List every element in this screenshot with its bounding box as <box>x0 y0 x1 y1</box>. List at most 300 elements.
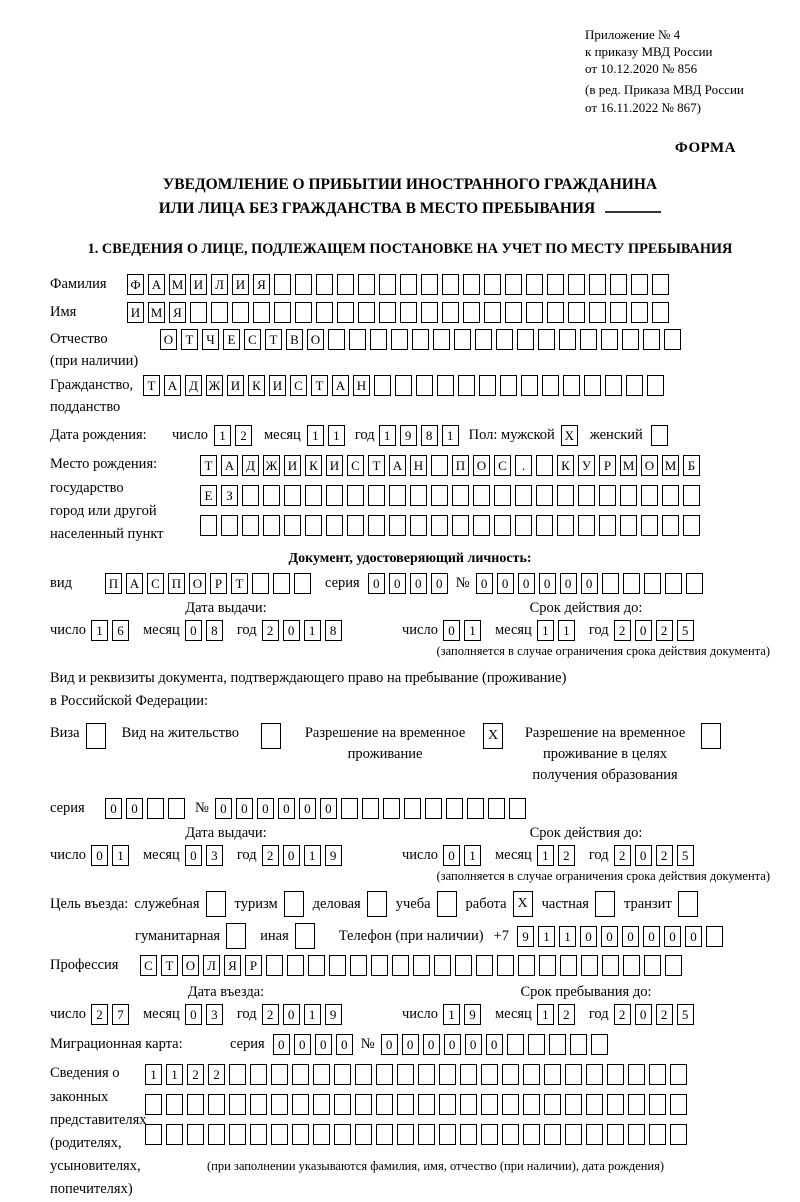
char-box <box>544 1124 561 1145</box>
residence-valid-label: Срок действия до: <box>529 825 643 842</box>
char-box: С <box>244 329 261 350</box>
char-box: 0 <box>465 1034 482 1055</box>
phone-label: Телефон (при наличии) <box>338 927 484 944</box>
char-box: 0 <box>431 573 448 594</box>
char-box: И <box>326 455 343 476</box>
residence-doc-serial-row <box>50 798 770 819</box>
char-box: К <box>557 455 574 476</box>
birth-date-label: Дата рождения: <box>50 427 147 444</box>
patronymic-label-line2: (при наличии) <box>50 353 139 370</box>
char-box: 0 <box>581 573 598 594</box>
char-box <box>505 302 522 323</box>
char-box <box>628 1124 645 1145</box>
char-box <box>497 955 514 976</box>
surname-label: Фамилия <box>50 275 107 292</box>
char-box <box>586 1064 603 1085</box>
char-box: П <box>168 573 185 594</box>
char-box: 0 <box>664 926 681 947</box>
char-box <box>416 375 433 396</box>
char-box <box>670 1124 687 1145</box>
char-box: 1 <box>214 425 231 446</box>
char-box <box>578 515 595 536</box>
char-box <box>242 515 259 536</box>
char-box: 1 <box>379 425 396 446</box>
char-box <box>481 1064 498 1085</box>
entry-stay-dates <box>50 984 770 1025</box>
char-box: 0 <box>635 845 652 866</box>
validity-note: (заполняется в случае ограничения срока действия документа) <box>436 869 770 884</box>
char-box <box>395 375 412 396</box>
purpose-option-label: учеба <box>395 895 431 912</box>
char-box <box>607 1064 624 1085</box>
residence-issue-fields <box>50 845 402 866</box>
char-box: К <box>305 455 322 476</box>
purpose-checkbox <box>367 891 387 917</box>
char-box <box>358 302 375 323</box>
char-box: Л <box>211 274 228 295</box>
identity-doc-row <box>50 573 770 594</box>
issue-date-fields <box>50 620 402 641</box>
char-box: 3 <box>206 1004 223 1025</box>
purpose-checkbox <box>437 891 457 917</box>
surname-boxes <box>127 274 669 295</box>
valid-until-group <box>402 600 770 641</box>
legal-reps-boxes-row3 <box>145 1124 687 1145</box>
char-box <box>355 1124 372 1145</box>
purpose-option-label: частная <box>541 895 589 912</box>
char-box: 2 <box>558 1004 575 1025</box>
char-box <box>431 455 448 476</box>
char-box: Л <box>203 955 220 976</box>
residence-doc-options <box>50 723 770 786</box>
char-box: Н <box>353 375 370 396</box>
birth-place-boxes-row3 <box>200 515 700 536</box>
char-box: 5 <box>677 1004 694 1025</box>
char-box: 0 <box>685 926 702 947</box>
citizenship-label-line1: Гражданство, <box>50 376 134 393</box>
citizenship-boxes <box>143 375 664 396</box>
char-box: О <box>182 955 199 976</box>
section1-heading: 1. СВЕДЕНИЯ О ЛИЦЕ, ПОДЛЕЖАЩЕМ ПОСТАНОВКЕ НА УЧЕТ ПО МЕСТУ ПРЕБЫВАНИЯ <box>87 240 733 257</box>
char-box <box>652 274 669 295</box>
char-box: 0 <box>486 1034 503 1055</box>
issue-year-boxes <box>262 620 342 641</box>
char-box <box>250 1124 267 1145</box>
birth-place-label-line2: государство <box>50 479 124 496</box>
char-box <box>295 923 315 949</box>
char-box: А <box>221 455 238 476</box>
char-box <box>229 1094 246 1115</box>
entry-year-boxes <box>262 1004 342 1025</box>
migration-card-row <box>50 1034 770 1055</box>
char-box: 8 <box>325 620 342 641</box>
char-box: С <box>494 455 511 476</box>
valid-day-boxes <box>443 620 481 641</box>
char-box <box>549 1034 566 1055</box>
char-box <box>649 1064 666 1085</box>
legal-reps-label-line: законных <box>50 1088 109 1105</box>
birth-place-label <box>50 453 200 546</box>
visa-checkbox <box>86 723 106 749</box>
char-box: Р <box>599 455 616 476</box>
visa-label: Виза <box>50 725 80 742</box>
patronymic-boxes <box>160 329 681 350</box>
char-box: Я <box>253 274 270 295</box>
char-box <box>626 375 643 396</box>
day-label: число <box>50 1006 86 1023</box>
char-box <box>481 1094 498 1115</box>
char-box: 2 <box>262 1004 279 1025</box>
purpose-option <box>396 891 457 917</box>
char-box <box>665 573 682 594</box>
char-box: 1 <box>91 620 108 641</box>
birth-place-label-line4: населенный пункт <box>50 525 164 542</box>
char-box <box>602 573 619 594</box>
char-box <box>437 375 454 396</box>
char-box: 0 <box>273 1034 290 1055</box>
char-box <box>305 515 322 536</box>
char-box: 0 <box>410 573 427 594</box>
char-box <box>221 515 238 536</box>
char-box <box>628 1094 645 1115</box>
char-box <box>295 302 312 323</box>
char-box: С <box>290 375 307 396</box>
char-box <box>229 1124 246 1145</box>
char-box <box>326 515 343 536</box>
citizenship-label <box>50 375 143 419</box>
char-box <box>347 515 364 536</box>
char-box: 2 <box>656 845 673 866</box>
char-box: 9 <box>517 926 534 947</box>
char-box <box>418 1064 435 1085</box>
char-box <box>589 274 606 295</box>
char-box <box>536 515 553 536</box>
char-box <box>166 1094 183 1115</box>
char-box: X <box>483 723 503 749</box>
char-box: 0 <box>315 1034 332 1055</box>
char-box <box>706 926 723 947</box>
form-title-line1: УВЕДОМЛЕНИЕ О ПРИБЫТИИ ИНОСТРАННОГО ГРАЖДАНИНА <box>162 175 658 193</box>
char-box: Т <box>311 375 328 396</box>
char-box <box>494 515 511 536</box>
char-box <box>664 329 681 350</box>
stay-until-group <box>402 984 770 1025</box>
char-box: 1 <box>559 926 576 947</box>
char-box: 1 <box>145 1064 162 1085</box>
char-box <box>565 1094 582 1115</box>
purpose-checkbox <box>513 891 533 917</box>
residence-valid-day-boxes <box>443 845 481 866</box>
char-box <box>284 485 301 506</box>
char-box <box>250 1064 267 1085</box>
char-box <box>274 302 291 323</box>
char-box: 0 <box>444 1034 461 1055</box>
char-box <box>334 1064 351 1085</box>
purpose-option-label: служебная <box>134 895 200 912</box>
char-box <box>391 329 408 350</box>
purpose-checkbox <box>206 891 226 917</box>
revision-line: (в ред. Приказа МВД России <box>585 82 744 98</box>
char-box <box>439 1064 456 1085</box>
month-label: месяц <box>142 622 180 639</box>
char-box: С <box>347 455 364 476</box>
residence-valid-fields <box>402 845 770 866</box>
residence-series-label: серия <box>50 800 85 817</box>
char-box: 1 <box>537 1004 554 1025</box>
char-box <box>145 1094 162 1115</box>
doc-number-boxes <box>476 573 703 594</box>
char-box: 1 <box>442 425 459 446</box>
char-box: 2 <box>656 620 673 641</box>
char-box <box>591 1034 608 1055</box>
legal-reps-label-line: усыновителях, <box>50 1158 141 1175</box>
char-box <box>507 1034 524 1055</box>
residence-issue-year-boxes <box>262 845 342 866</box>
char-box <box>439 1124 456 1145</box>
char-box: Ч <box>202 329 219 350</box>
legal-reps-label-line: представителях <box>50 1111 147 1128</box>
appendix-line: к приказу МВД России <box>585 44 713 60</box>
char-box <box>678 891 698 917</box>
purpose-checkbox <box>595 891 615 917</box>
char-box: О <box>189 573 206 594</box>
char-box <box>644 955 661 976</box>
char-box <box>400 302 417 323</box>
char-box <box>355 1094 372 1115</box>
char-box <box>252 573 269 594</box>
char-box: Д <box>185 375 202 396</box>
purpose-option <box>135 923 246 949</box>
char-box: Б <box>683 455 700 476</box>
legal-reps-label-line: Сведения о <box>50 1065 120 1082</box>
birth-month-boxes <box>307 425 345 446</box>
citizenship-label-line2: подданство <box>50 398 121 415</box>
char-box <box>273 573 290 594</box>
char-box: 1 <box>328 425 345 446</box>
char-box <box>607 1094 624 1115</box>
char-box <box>686 573 703 594</box>
char-box <box>292 1064 309 1085</box>
mc-series-label: серия <box>230 1036 265 1053</box>
char-box <box>266 955 283 976</box>
char-box: Т <box>368 455 385 476</box>
char-box <box>433 329 450 350</box>
char-box <box>578 485 595 506</box>
char-box: О <box>160 329 177 350</box>
char-box <box>500 375 517 396</box>
char-box <box>662 485 679 506</box>
char-box <box>284 891 304 917</box>
purpose-option <box>466 891 533 917</box>
purpose-option-label: работа <box>465 895 507 912</box>
char-box <box>208 1124 225 1145</box>
char-box: Я <box>169 302 186 323</box>
char-box: П <box>105 573 122 594</box>
char-box <box>557 515 574 536</box>
char-box <box>271 1124 288 1145</box>
char-box <box>313 1124 330 1145</box>
option-temp-residence <box>299 723 503 765</box>
char-box <box>341 798 358 819</box>
valid-month-boxes <box>537 620 575 641</box>
char-box: 1 <box>112 845 129 866</box>
char-box <box>581 955 598 976</box>
char-box <box>467 798 484 819</box>
char-box: О <box>307 329 324 350</box>
char-box: 0 <box>443 620 460 641</box>
sex-male-label: Пол: мужской <box>468 427 555 444</box>
identity-doc-dates <box>50 600 770 641</box>
doc-series-label: серия <box>325 575 360 592</box>
char-box <box>253 302 270 323</box>
doc-type-label: вид <box>50 575 72 592</box>
char-box: 1 <box>464 845 481 866</box>
char-box: 0 <box>622 926 639 947</box>
option-residence-permit <box>122 723 281 749</box>
char-box <box>488 798 505 819</box>
legal-reps-note: (при заполнении указываются фамилия, имя, отчество (при наличии), дата рождения) <box>207 1159 665 1174</box>
char-box <box>475 329 492 350</box>
residence-issue-group <box>50 825 402 866</box>
char-box <box>376 1064 393 1085</box>
char-box <box>374 375 391 396</box>
char-box <box>601 329 618 350</box>
option-temp-residence-edu <box>519 723 721 786</box>
char-box: 0 <box>185 845 202 866</box>
char-box <box>287 955 304 976</box>
char-box <box>589 302 606 323</box>
char-box <box>620 485 637 506</box>
char-box: 0 <box>643 926 660 947</box>
residence-doc-intro-line2: в Российской Федерации: <box>50 693 209 710</box>
char-box <box>294 573 311 594</box>
valid-until-label: Срок действия до: <box>529 600 643 617</box>
char-box: 5 <box>677 620 694 641</box>
char-box <box>187 1094 204 1115</box>
char-box: 0 <box>105 798 122 819</box>
year-label: год <box>236 1006 257 1023</box>
char-box: Н <box>410 455 427 476</box>
char-box: О <box>473 455 490 476</box>
doc-series-boxes <box>368 573 448 594</box>
char-box <box>454 329 471 350</box>
mc-number-label: № <box>360 1036 375 1053</box>
char-box <box>397 1094 414 1115</box>
char-box: X <box>561 425 578 446</box>
char-box: X <box>513 891 533 917</box>
char-box: М <box>148 302 165 323</box>
day-label: число <box>50 622 86 639</box>
char-box <box>570 1034 587 1055</box>
year-label: год <box>236 622 257 639</box>
char-box <box>565 1064 582 1085</box>
char-box <box>425 798 442 819</box>
revision-line: от 16.11.2022 № 867) <box>585 99 702 115</box>
month-label: месяц <box>494 1006 532 1023</box>
char-box: З <box>221 485 238 506</box>
char-box <box>523 1064 540 1085</box>
char-box: 0 <box>185 620 202 641</box>
phone-boxes <box>517 926 723 947</box>
char-box <box>559 329 576 350</box>
year-label: год <box>588 622 609 639</box>
char-box <box>565 1124 582 1145</box>
char-box <box>383 798 400 819</box>
char-box <box>605 375 622 396</box>
char-box <box>434 955 451 976</box>
char-box: 0 <box>476 573 493 594</box>
purpose-option <box>235 891 304 917</box>
char-box <box>505 274 522 295</box>
char-box <box>651 425 668 446</box>
char-box <box>599 485 616 506</box>
char-box <box>568 274 585 295</box>
valid-until-fields <box>402 620 770 641</box>
char-box <box>473 515 490 536</box>
form-title <box>50 173 770 221</box>
char-box: Д <box>242 455 259 476</box>
char-box: 0 <box>368 573 385 594</box>
char-box <box>368 515 385 536</box>
char-box: 1 <box>537 620 554 641</box>
char-box: 2 <box>614 1004 631 1025</box>
char-box <box>670 1094 687 1115</box>
char-box <box>389 485 406 506</box>
char-box <box>206 891 226 917</box>
char-box: 0 <box>539 573 556 594</box>
stay-until-label: Срок пребывания до: <box>520 984 652 1001</box>
char-box <box>683 515 700 536</box>
char-box: 2 <box>262 845 279 866</box>
char-box <box>563 375 580 396</box>
char-box <box>263 485 280 506</box>
char-box <box>200 515 217 536</box>
residence-number-boxes <box>215 798 526 819</box>
char-box <box>261 723 281 749</box>
purpose-row1 <box>50 891 770 917</box>
purpose-option-label: туризм <box>234 895 278 912</box>
entry-date-label: Дата въезда: <box>187 984 265 1001</box>
legal-reps-row <box>50 1062 770 1201</box>
birth-place-boxes-row2 <box>200 485 700 506</box>
char-box: 1 <box>304 620 321 641</box>
char-box: С <box>147 573 164 594</box>
char-box <box>292 1094 309 1115</box>
identity-doc-heading: Документ, удостоверяющий личность: <box>288 551 532 567</box>
char-box: 1 <box>443 1004 460 1025</box>
char-box: 0 <box>283 620 300 641</box>
char-box <box>226 923 246 949</box>
char-box <box>439 1094 456 1115</box>
char-box <box>367 891 387 917</box>
sex-female-label: женский <box>589 427 643 444</box>
temp-residence-label: Разрешение на временное проживание <box>304 725 466 763</box>
char-box: К <box>248 375 265 396</box>
char-box <box>521 375 538 396</box>
char-box <box>376 1124 393 1145</box>
char-box: Е <box>223 329 240 350</box>
char-box: А <box>126 573 143 594</box>
purpose-option <box>313 891 387 917</box>
temp-residence-edu-label: Разрешение на временное проживание в целях получения образования <box>524 725 686 784</box>
char-box <box>652 302 669 323</box>
purpose-option-label: гуманитарная <box>135 927 221 944</box>
char-box: 9 <box>325 1004 342 1025</box>
char-box: 0 <box>185 1004 202 1025</box>
char-box <box>442 274 459 295</box>
char-box <box>610 274 627 295</box>
char-box: 0 <box>497 573 514 594</box>
